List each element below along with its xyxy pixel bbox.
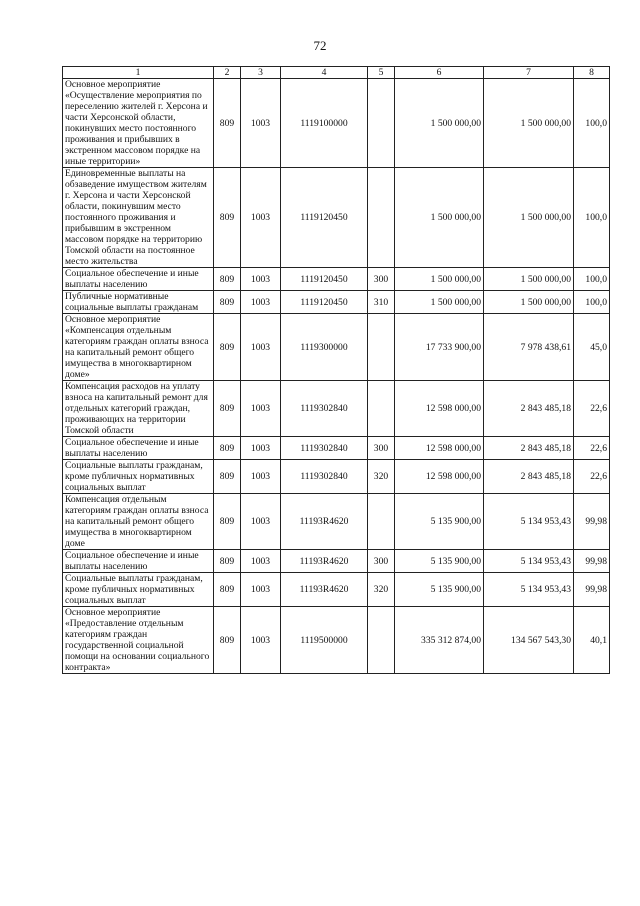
cell-plan-amount: 12 598 000,00 [395, 460, 484, 494]
cell-fact-amount: 7 978 438,61 [484, 314, 574, 381]
cell-fact-amount: 5 134 953,43 [484, 550, 574, 573]
cell-plan-amount: 12 598 000,00 [395, 381, 484, 437]
cell-grbs-code: 809 [214, 168, 241, 268]
cell-plan-amount: 17 733 900,00 [395, 314, 484, 381]
cell-target-code: 1119300000 [281, 314, 368, 381]
table-row [63, 268, 610, 291]
cell-fact-amount: 2 843 485,18 [484, 381, 574, 437]
table-body [63, 79, 610, 674]
cell-fact-amount: 2 843 485,18 [484, 437, 574, 460]
table-row [63, 494, 610, 550]
column-header: 5 [368, 67, 395, 79]
table-row [63, 291, 610, 314]
cell-plan-amount: 5 135 900,00 [395, 550, 484, 573]
cell-name: Основное мероприятие «Осуществление мероприятия по переселению жителей г. Херсона и части Херсонской области, покинувших место постоянного проживания и прибывших в экстренном массовом порядке на иные территории» [63, 79, 214, 168]
cell-expense-type [368, 79, 395, 168]
cell-target-code: 1119302840 [281, 381, 368, 437]
cell-fact-amount: 5 134 953,43 [484, 494, 574, 550]
cell-section-code: 1003 [241, 381, 281, 437]
cell-expense-type: 310 [368, 291, 395, 314]
table-row [63, 381, 610, 437]
cell-expense-type: 320 [368, 573, 395, 607]
cell-name: Социальное обеспечение и иные выплаты населению [63, 437, 214, 460]
cell-name: Единовременные выплаты на обзаведение имуществом жителям г. Херсона и части Херсонской области, покинувшим место постоянного проживания и прибывшим в экстренном массовом порядке на территорию Томской области на постоянное место жительства [63, 168, 214, 268]
table-row [63, 314, 610, 381]
cell-expense-type: 300 [368, 550, 395, 573]
table-row [63, 168, 610, 268]
cell-expense-type: 300 [368, 268, 395, 291]
cell-grbs-code: 809 [214, 494, 241, 550]
cell-fact-amount: 5 134 953,43 [484, 573, 574, 607]
cell-target-code: 1119120450 [281, 291, 368, 314]
cell-name: Социальные выплаты гражданам, кроме публичных нормативных социальных выплат [63, 460, 214, 494]
cell-grbs-code: 809 [214, 79, 241, 168]
cell-section-code: 1003 [241, 607, 281, 674]
cell-name: Публичные нормативные социальные выплаты гражданам [63, 291, 214, 314]
cell-target-code: 11193R4620 [281, 573, 368, 607]
cell-grbs-code: 809 [214, 550, 241, 573]
cell-section-code: 1003 [241, 460, 281, 494]
column-header: 4 [281, 67, 368, 79]
cell-expense-type [368, 314, 395, 381]
cell-grbs-code: 809 [214, 291, 241, 314]
cell-section-code: 1003 [241, 291, 281, 314]
cell-target-code: 1119120450 [281, 168, 368, 268]
cell-fact-amount: 134 567 543,30 [484, 607, 574, 674]
cell-percent: 100,0 [574, 168, 610, 268]
cell-name: Социальные выплаты гражданам, кроме публичных нормативных социальных выплат [63, 573, 214, 607]
page-number: 72 [313, 38, 327, 53]
table-row [63, 550, 610, 573]
cell-name: Компенсация отдельным категориям граждан оплаты взноса на капитальный ремонт общего имущества в многоквартирном доме [63, 494, 214, 550]
cell-section-code: 1003 [241, 550, 281, 573]
cell-grbs-code: 809 [214, 437, 241, 460]
cell-percent: 100,0 [574, 291, 610, 314]
cell-percent: 100,0 [574, 268, 610, 291]
cell-percent: 99,98 [574, 494, 610, 550]
table-row [63, 607, 610, 674]
column-header: 1 [63, 67, 214, 79]
column-header: 8 [574, 67, 610, 79]
cell-grbs-code: 809 [214, 460, 241, 494]
cell-plan-amount: 1 500 000,00 [395, 79, 484, 168]
cell-percent: 22,6 [574, 460, 610, 494]
cell-target-code: 11193R4620 [281, 550, 368, 573]
cell-percent: 99,98 [574, 573, 610, 607]
cell-plan-amount: 5 135 900,00 [395, 494, 484, 550]
table-row [63, 79, 610, 168]
cell-fact-amount: 1 500 000,00 [484, 79, 574, 168]
cell-target-code: 1119302840 [281, 460, 368, 494]
column-header: 6 [395, 67, 484, 79]
cell-plan-amount: 5 135 900,00 [395, 573, 484, 607]
cell-grbs-code: 809 [214, 314, 241, 381]
cell-section-code: 1003 [241, 168, 281, 268]
cell-expense-type: 320 [368, 460, 395, 494]
cell-section-code: 1003 [241, 437, 281, 460]
column-header: 7 [484, 67, 574, 79]
cell-percent: 45,0 [574, 314, 610, 381]
cell-section-code: 1003 [241, 573, 281, 607]
cell-grbs-code: 809 [214, 268, 241, 291]
cell-plan-amount: 1 500 000,00 [395, 268, 484, 291]
cell-percent: 40,1 [574, 607, 610, 674]
cell-percent: 22,6 [574, 381, 610, 437]
cell-plan-amount: 335 312 874,00 [395, 607, 484, 674]
cell-name: Компенсация расходов на уплату взноса на капитальный ремонт для отдельных категорий граждан, проживающих на территории Томской области [63, 381, 214, 437]
cell-grbs-code: 809 [214, 607, 241, 674]
cell-expense-type [368, 381, 395, 437]
cell-section-code: 1003 [241, 268, 281, 291]
cell-name: Основное мероприятие «Компенсация отдельным категориям граждан оплаты взноса на капитальный ремонт общего имущества в многоквартирном доме» [63, 314, 214, 381]
cell-target-code: 1119100000 [281, 79, 368, 168]
column-header: 2 [214, 67, 241, 79]
table-row [63, 460, 610, 494]
cell-percent: 99,98 [574, 550, 610, 573]
column-header: 3 [241, 67, 281, 79]
cell-name: Социальное обеспечение и иные выплаты населению [63, 268, 214, 291]
cell-section-code: 1003 [241, 79, 281, 168]
cell-section-code: 1003 [241, 494, 281, 550]
cell-expense-type: 300 [368, 437, 395, 460]
cell-expense-type [368, 168, 395, 268]
cell-fact-amount: 1 500 000,00 [484, 168, 574, 268]
cell-expense-type [368, 607, 395, 674]
table-header-row [63, 67, 610, 79]
cell-fact-amount: 1 500 000,00 [484, 268, 574, 291]
cell-plan-amount: 1 500 000,00 [395, 168, 484, 268]
cell-target-code: 11193R4620 [281, 494, 368, 550]
cell-plan-amount: 1 500 000,00 [395, 291, 484, 314]
table-row [63, 573, 610, 607]
cell-percent: 100,0 [574, 79, 610, 168]
cell-name: Социальное обеспечение и иные выплаты населению [63, 550, 214, 573]
table-row [63, 437, 610, 460]
budget-table [62, 66, 610, 674]
cell-percent: 22,6 [574, 437, 610, 460]
cell-plan-amount: 12 598 000,00 [395, 437, 484, 460]
cell-fact-amount: 1 500 000,00 [484, 291, 574, 314]
cell-target-code: 1119120450 [281, 268, 368, 291]
cell-section-code: 1003 [241, 314, 281, 381]
cell-grbs-code: 809 [214, 381, 241, 437]
cell-name: Основное мероприятие «Предоставление отдельным категориям граждан государственной социальной помощи на основании социального контракта» [63, 607, 214, 674]
cell-fact-amount: 2 843 485,18 [484, 460, 574, 494]
cell-target-code: 1119302840 [281, 437, 368, 460]
cell-grbs-code: 809 [214, 573, 241, 607]
cell-expense-type [368, 494, 395, 550]
cell-target-code: 1119500000 [281, 607, 368, 674]
